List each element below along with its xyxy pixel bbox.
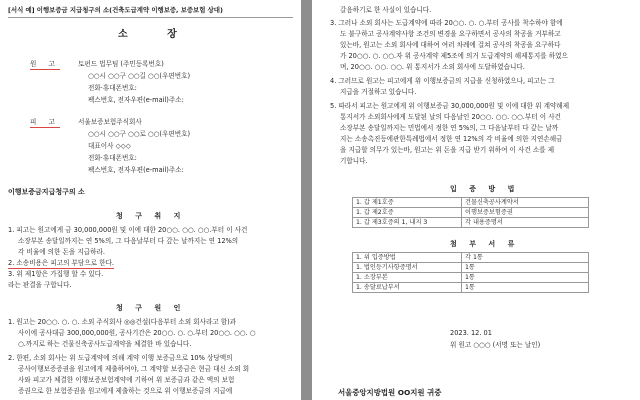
attachment-count: 1통: [462, 273, 589, 283]
table-row: [353, 208, 589, 218]
attachments-section-title: 첨 부 서 류: [450, 240, 520, 248]
filing-date: 2023. 12. 01: [450, 329, 492, 337]
evidence-desc: 각 내용증명서: [462, 218, 589, 228]
table-row: [353, 283, 589, 293]
attachment-count: 1통: [462, 283, 589, 293]
claim-section-title: 청 구 취 지: [116, 212, 186, 220]
cause-line: 통지서가 소외회사에게 도달된 날의 다음날인 20○○. ○○. ○○.부터 이 사건: [340, 113, 561, 121]
attachment-name: 1. 소장부본: [353, 273, 462, 283]
cause-line: 지급을 거절하고 있습니다.: [340, 88, 417, 96]
cause-line: 있는바, 원고는 소외 회사에 대하여 여러 차례에 걸쳐 공사의 착공을 요구하다: [340, 41, 561, 49]
defendant-rep: 대표이사 ◇◇◇: [88, 142, 131, 150]
cause-line: 3. 그러나 소외 회사는 도급계약에 따라 20○○. ○. ○.부터 공사를 착수하야 함에: [330, 19, 563, 27]
document-title: 소 장: [118, 29, 195, 40]
cause-line: 1. 원고는 20○○. ○. ○. 소외 주식회사 ◎◎건설(다음부터 소외 회사라고 함)과: [8, 318, 237, 326]
defendant-label: 피 고: [30, 118, 60, 126]
cause-line: 기합니다.: [340, 157, 368, 165]
evidence-id: 1. 갑 제3호증의 1, 내지 3: [353, 218, 462, 228]
evidence-section-title: 입 증 방 법: [450, 185, 520, 193]
cause-line: 도 불구하고 공사계약사항 조건의 변경을 요구하면서 공사의 착공을 거부하고: [340, 30, 561, 38]
claim-line: 1. 피고는 원고에게 금 30,000,000원 및 이에 대한 20○○. ○○. ○○.부터 이 사건: [8, 226, 248, 234]
defendant-fax: 팩스번호, 전자우편(e-mail)주소:: [88, 166, 184, 174]
plaintiff-label: 원 고: [30, 60, 60, 68]
claim-line: 2. 소송비용은 피고의 부담으로 한다.: [8, 259, 114, 267]
attachments-table: [352, 252, 589, 293]
cause-line: 지는 소송촉진등에관한특례법에서 정한 연 12%의 각 비율에 의한 지연손해금: [340, 135, 563, 143]
signature-line: 위 원고 ○○○ (서명 또는 날인): [450, 341, 541, 349]
court-addressee: 서울중앙지방법원 OO지원 귀중: [338, 388, 442, 397]
claim-line: 각 비율에 의한 돈을 지급하라.: [18, 248, 105, 256]
cause-line: 며, 20○○. ○○. ○○. 위 통지서가 소외 회사에 도달하였습니다.: [340, 63, 525, 71]
claim-line: 소장부본 송달일까지는 연 5%의, 그 다음날부터 다 갚는 날까지는 연 12%의: [18, 237, 239, 245]
cause-line: 2. 한편, 소외 회사는 위 도급계약에 의해 계약 이행 보증금으로 10% 상당액의: [8, 354, 233, 362]
cause-line: 5. 따라서 피고는 원고에게 위 이행보증금 30,000,000원 및 이에 대한 위 계약해제: [330, 102, 570, 110]
plaintiff-address: ○○시 ○○구 ○○길 ○○(우편번호): [88, 72, 191, 80]
cause-section-title: 청 구 원 인: [116, 304, 186, 312]
table-row: [353, 273, 589, 283]
defendant-name: 서울보증보험주식회사: [78, 118, 142, 126]
cause-line: ○.까지로 하는 건물신축공사도급계약을 체결한 바 있습니다.: [18, 340, 192, 348]
evidence-id: 1. 갑 제1호증: [353, 198, 462, 208]
defendant-address: ○○시 ○○구 ○○로 ○○(우편번호): [88, 130, 191, 138]
cause-line: 증권으로 한 보험증권을 원고에게 제출하는 것으로 위 이행보증금의 지급에: [18, 387, 233, 395]
attachment-name: 1. 위 입증방법: [353, 253, 462, 263]
evidence-desc: 건물신축공사계약서: [462, 198, 589, 208]
cause-line: 공사이행보증증권을 원고에게 제출하여야, 그 계약할 보증금은 현금 대신 소외 회: [18, 365, 250, 373]
cause-line: 소장부본 송달일까지는 민법에서 정한 연 5%의, 그 다음날부터 다 갚는 날까: [340, 124, 559, 132]
cause-line: 을 지급할 의무가 있는바, 원고는 위 돈을 지급 받기 위하여 이 사건 소를 제: [340, 146, 555, 154]
attachment-name: 1. 법인등기사항증명서: [353, 263, 462, 273]
form-header: [서식 예] 이행보증금 지급청구의 소(건축도급계약 이행보증, 보증보험 상대): [8, 6, 223, 14]
attachment-name: 1. 송달료납부서: [353, 283, 462, 293]
cause-line: 사이에 공사대금 300,000,000원, 공사기간은 20○○. ○. ○.부터 20○○. ○○. ○: [18, 329, 256, 337]
attachment-count: 각 1통: [462, 253, 589, 263]
claim-line: 라는 판결을 구합니다.: [8, 281, 72, 289]
cause-line: 4. 그러므로 원고는 피고에게 위 이행보증금의 지급을 신청하였으나, 피고는 그: [330, 77, 555, 85]
cause-line: 갈음하기로 한 사실이 있습니다.: [340, 6, 432, 14]
evidence-table: [352, 197, 589, 228]
attachment-count: 1통: [462, 263, 589, 273]
defendant-phone: 전화·휴대폰번호:: [88, 154, 137, 162]
claim-line: 3. 위 제1항은 가집행 할 수 있다.: [8, 270, 104, 278]
document-page-left: [0, 0, 301, 400]
plaintiff-fax: 팩스번호, 전자우편(e-mail)주소:: [88, 96, 184, 104]
table-row: [353, 253, 589, 263]
plaintiff-name: 토펀드 법무팀 (주민등록번호): [78, 60, 164, 68]
table-row: [353, 198, 589, 208]
plaintiff-phone: 전화·휴대폰번호:: [88, 84, 137, 92]
cause-line: 사와 피고가 체결한 이행보증보험계약에 기하여 위 보증금과 같은 액의 보험: [18, 376, 235, 384]
document-page-right: [312, 0, 640, 400]
table-row: [353, 218, 589, 228]
evidence-desc: 이행보증보험증권: [462, 208, 589, 218]
evidence-id: 1. 갑 제2호증: [353, 208, 462, 218]
cause-line: 가 20○○. ○. ○○.자 위 공사계약 제5조에 의거 도급계약의 해제통지를 하였으: [340, 52, 568, 60]
table-row: [353, 263, 589, 273]
case-name: 이행보증금지급청구의 소: [8, 188, 85, 196]
